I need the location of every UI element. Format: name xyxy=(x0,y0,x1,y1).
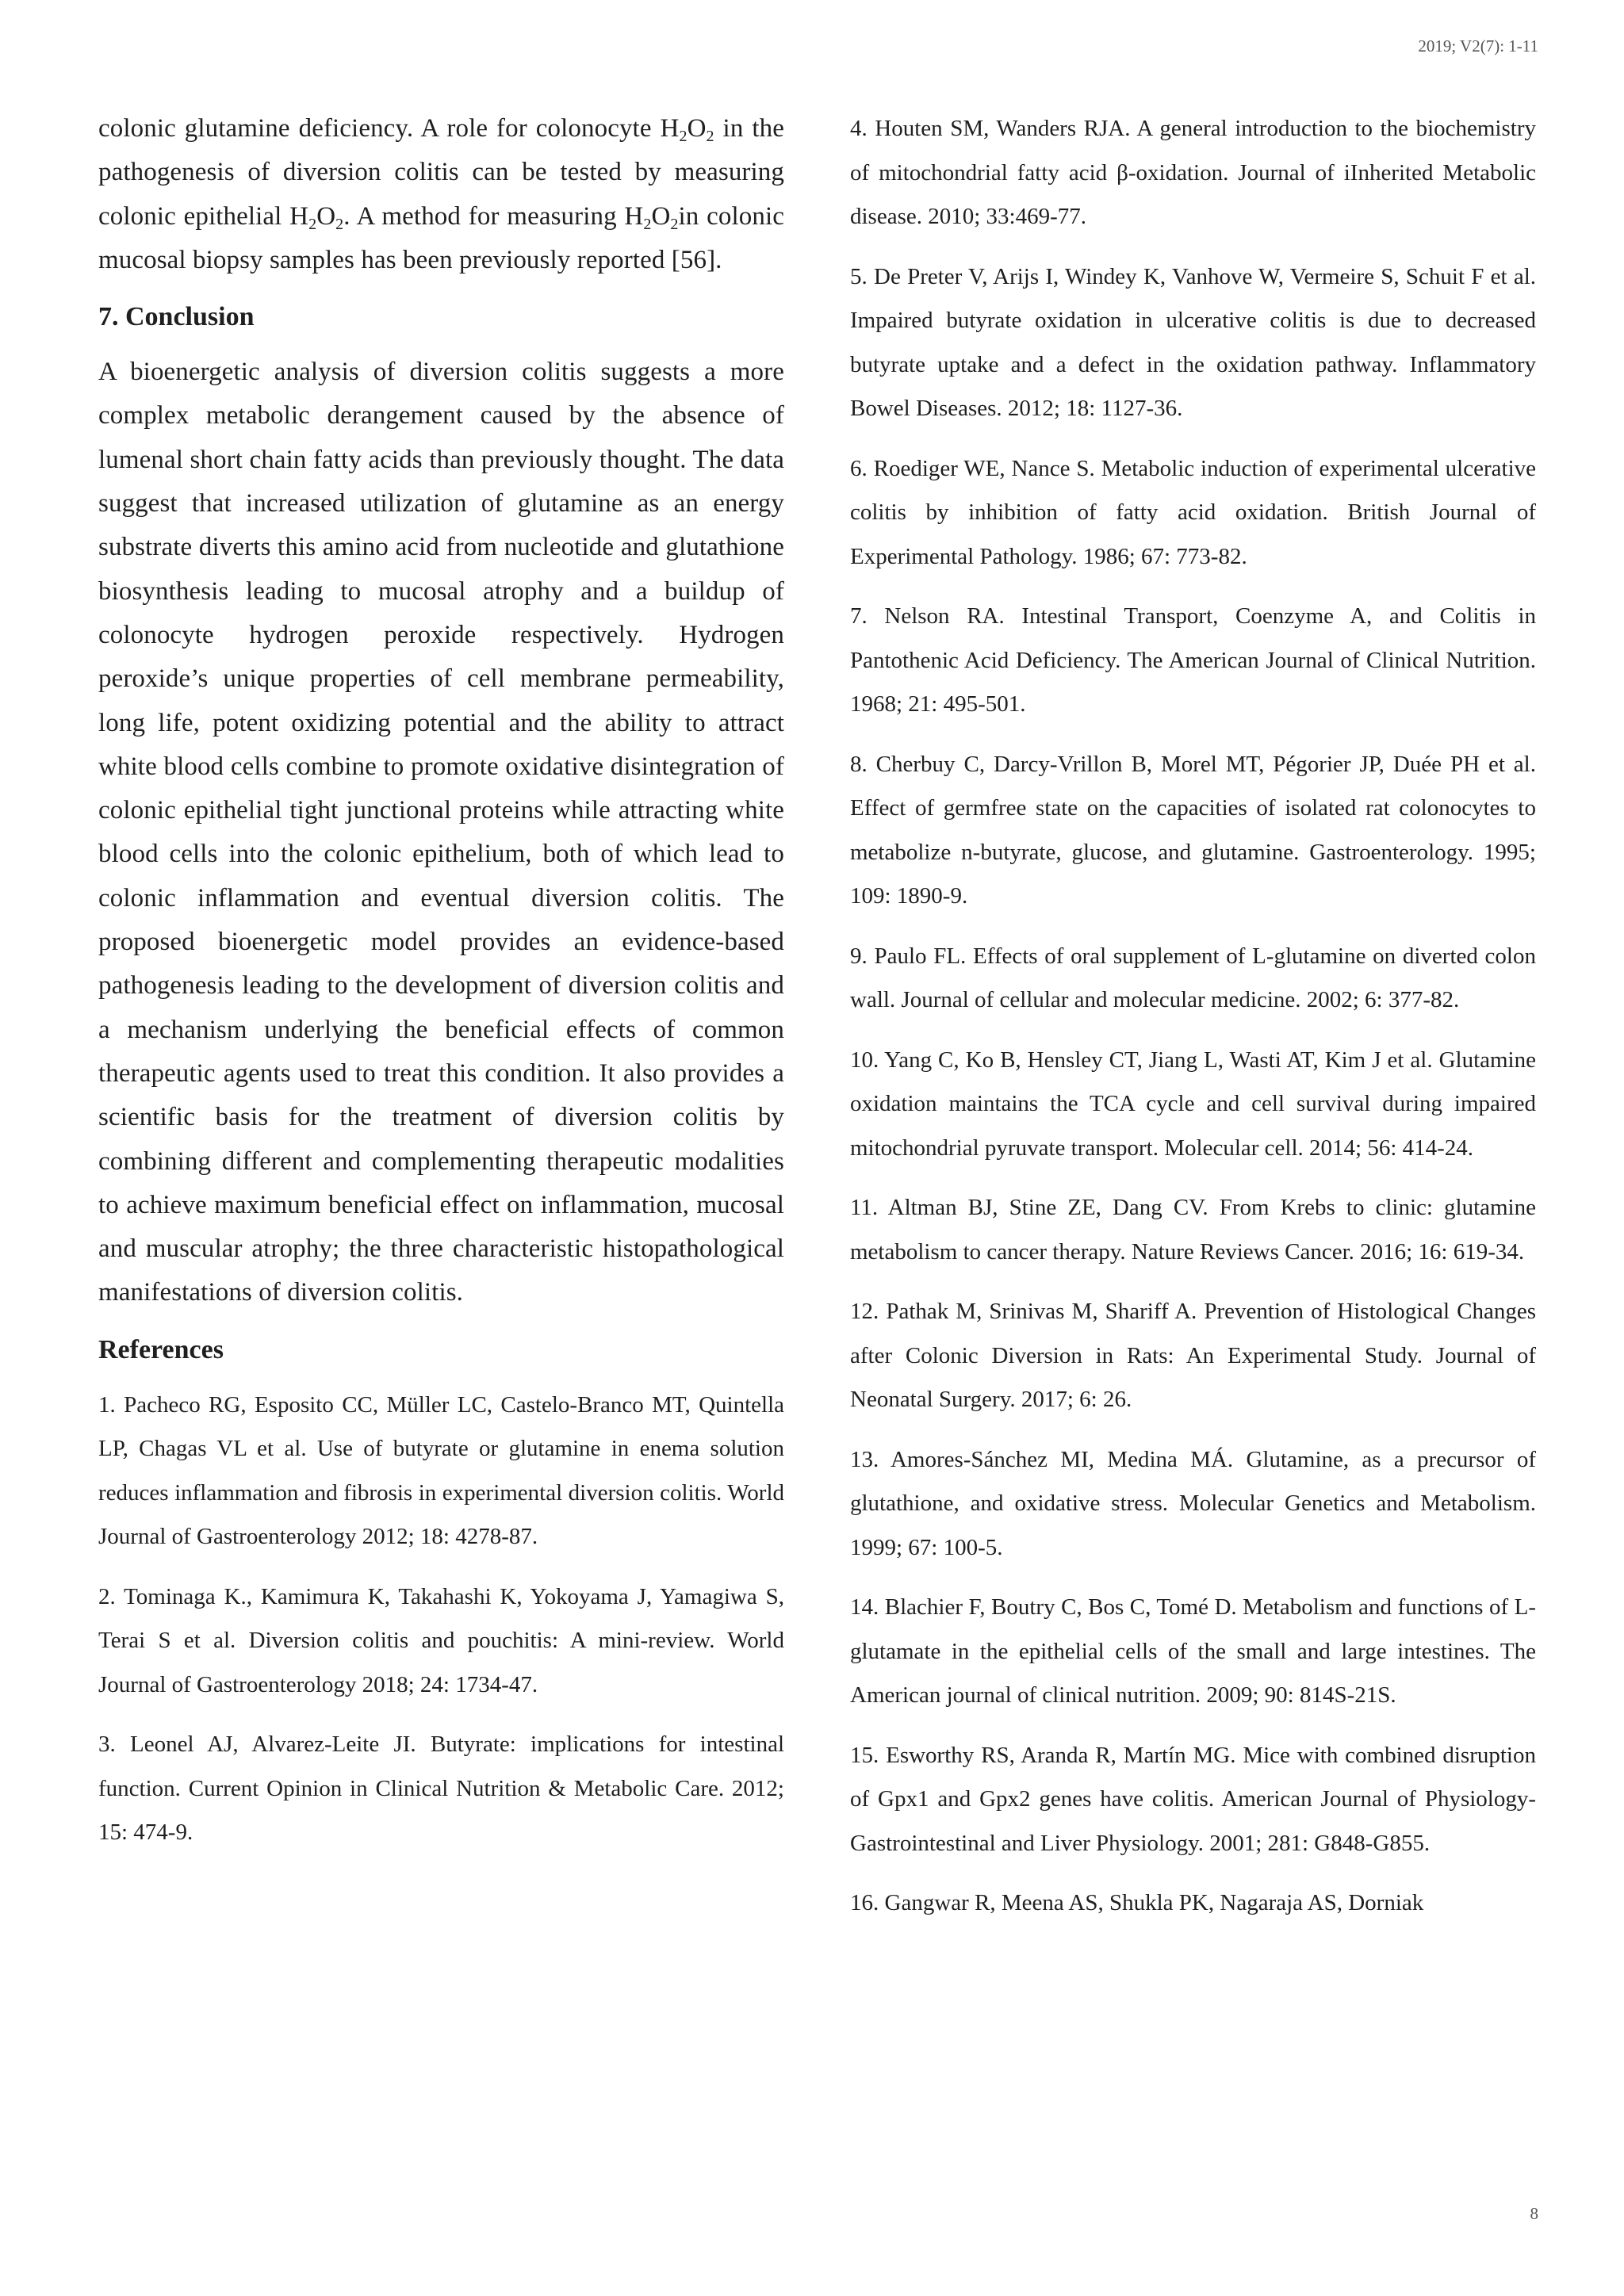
intro-text-o: O xyxy=(316,201,336,231)
conclusion-heading: 7. Conclusion xyxy=(98,302,255,332)
journal-citation: 2019; V2(7): 1-11 xyxy=(1418,36,1538,55)
reference-item: 1. Pacheco RG, Esposito CC, Müller LC, Castelo-Branco MT, Quintella LP, Chagas VL et al. Use of butyrate or glutamine in enema solution reduces inflammation and fibrosis in experimental diversion colitis. World Journal of Gastroenterology 2012; 18: 4278-87. xyxy=(98,1391,784,1550)
reference-item: 2. Tominaga K., Kamimura K, Takahashi K, Yokoyama J, Yamagiwa S, Terai S et al. Diversion colitis and pouchitis: A mini-review. World Journal of Gastroenterology 2018; 24: 1734-47. xyxy=(98,1583,784,1697)
reference-item: 7. Nelson RA. Intestinal Transport, Coenzyme A, and Colitis in Pantothenic Acid Deficiency. The American Journal of Clinical Nutrition. 1968; 21: 495-501. xyxy=(850,603,1536,717)
reference-item: 11. Altman BJ, Stine ZE, Dang CV. From Krebs to clinic: glutamine metabolism to cancer therapy. Nature Reviews Cancer. 2016; 16: 619-34. xyxy=(850,1195,1536,1265)
subscript: 2 xyxy=(706,128,714,145)
intro-text-o: O xyxy=(687,114,707,143)
intro-text-4: in colonic mucosal biopsy samples has been previously reported [56]. xyxy=(98,201,784,274)
intro-text-3: . A method for measuring H xyxy=(343,201,644,231)
reference-item: 15. Esworthy RS, Aranda R, Martín MG. Mice with combined disruption of Gpx1 and Gpx2 genes have colitis. American Journal of Physiology-Gastrointestinal and Liver Physiology. 2001; 281: G848-G855. xyxy=(850,1742,1536,1856)
reference-item: 3. Leonel AJ, Alvarez-Leite JI. Butyrate: implications for intestinal function. Current Opinion in Clinical Nutrition & Metabolic Care. 2012; 15: 474-9. xyxy=(98,1732,784,1846)
right-column xyxy=(850,107,1536,1942)
conclusion-paragraph: A bioenergetic analysis of diversion colitis suggests a more complex metabolic derangement caused by the absence of lumenal short chain fatty acids than previously thought. The data suggest that increased utilization of glutamine as an energy substrate diverts this amino acid from nucleotide and glutathione biosynthesis leading to mucosal atrophy and a buildup of colonocyte hydrogen peroxide respectively. Hydrogen peroxide’s unique properties of cell membrane permeability, long life, potent oxidizing potential and the ability to attract white blood cells combine to promote oxidative disintegration of colonic epithelial tight junctional proteins while attracting white blood cells into the colonic epithelium, both of which lead to colonic inflammation and eventual diversion colitis. The proposed bioenergetic model provides an evidence-based pathogenesis leading to the development of diversion colitis and a mechanism underlying the beneficial effects of common therapeutic agents used to treat this condition. It also provides a scientific basis for the treatment of diversion colitis by combining different and complementing therapeutic modalities to achieve maximum beneficial effect on inflammation, mucosal and muscular atrophy; the three characteristic histopathological manifestations of diversion colitis. xyxy=(98,358,784,1307)
subscript: 2 xyxy=(679,128,688,145)
reference-item: 9. Paulo FL. Effects of oral supplement of L-glutamine on diverted colon wall. Journal of cellular and molecular medicine. 2002; 6: 377-82. xyxy=(850,943,1536,1012)
reference-item: 10. Yang C, Ko B, Hensley CT, Jiang L, Wasti AT, Kim J et al. Glutamine oxidation maintains the TCA cycle and cell survival during impaired mitochondrial pyruvate transport. Molecular cell. 2014; 56: 414-24. xyxy=(850,1047,1536,1161)
subscript: 2 xyxy=(670,215,679,233)
reference-item: 5. De Preter V, Arijs I, Windey K, Vanhove W, Vermeire S, Schuit F et al. Impaired butyrate oxidation in ulcerative colitis is due to decreased butyrate uptake and a defect in the oxidation pathway. Inflammatory Bowel Diseases. 2012; 18: 1127-36. xyxy=(850,263,1536,421)
intro-text-o: O xyxy=(651,201,671,231)
left-column xyxy=(98,107,784,1871)
reference-item: 16. Gangwar R, Meena AS, Shukla PK, Nagaraja AS, Dorniak xyxy=(850,1890,1424,1915)
intro-text-1: colonic glutamine deficiency. A role for colonocyte H xyxy=(98,114,680,143)
subscript: 2 xyxy=(308,215,317,233)
references-heading: References xyxy=(98,1334,224,1364)
reference-item: 14. Blachier F, Boutry C, Bos C, Tomé D. Metabolism and functions of L-glutamate in the epithelial cells of the small and large intestines. The American journal of clinical nutrition. 2009; 90: 814S-21S. xyxy=(850,1594,1536,1708)
reference-item: 6. Roediger WE, Nance S. Metabolic induction of experimental ulcerative colitis by inhibition of fatty acid oxidation. British Journal of Experimental Pathology. 1986; 67: 773-82. xyxy=(850,455,1536,569)
intro-text-2: in the pathogenesis of diversion colitis can be tested by measuring colonic epithelial H xyxy=(98,114,784,231)
subscript: 2 xyxy=(643,215,652,233)
page-number: 8 xyxy=(1530,2204,1538,2223)
subscript: 2 xyxy=(335,215,344,233)
reference-item: 4. Houten SM, Wanders RJA. A general introduction to the biochemistry of mitochondrial fatty acid β-oxidation. Journal of iInherited Metabolic disease. 2010; 33:469-77. xyxy=(850,116,1536,229)
reference-item: 8. Cherbuy C, Darcy-Vrillon B, Morel MT, Pégorier JP, Duée PH et al. Effect of germfree state on the capacities of isolated rat colonocytes to metabolize n-butyrate, glucose, and glutamine. Gastroenterology. 1995; 109: 1890-9. xyxy=(850,751,1536,909)
reference-item: 12. Pathak M, Srinivas M, Shariff A. Prevention of Histological Changes after Colonic Diversion in Rats: An Experimental Study. Journal of Neonatal Surgery. 2017; 6: 26. xyxy=(850,1299,1536,1412)
reference-item: 13. Amores-Sánchez MI, Medina MÁ. Glutamine, as a precursor of glutathione, and oxidative stress. Molecular Genetics and Metabolism. 1999; 67: 100-5. xyxy=(850,1446,1536,1560)
intro-paragraph xyxy=(98,107,784,282)
